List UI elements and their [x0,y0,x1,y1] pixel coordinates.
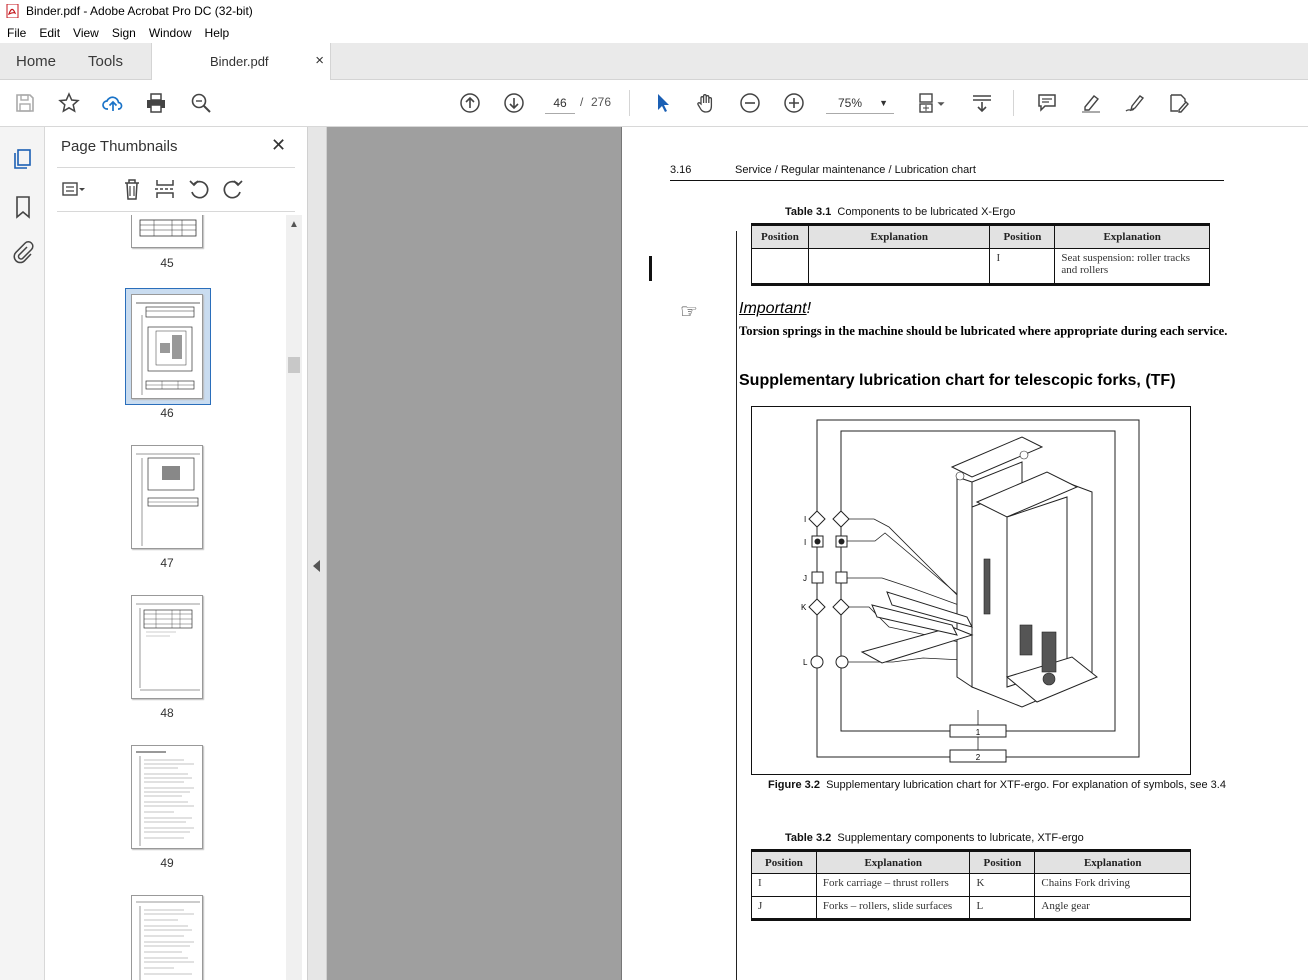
table2 [751,849,1191,921]
fit-dropdown-chevron-icon[interactable] [934,90,948,116]
zoom-in-icon[interactable] [781,90,807,116]
change-bar [649,256,652,281]
marker-label: I [804,538,807,547]
callout-2: 2 [975,753,981,762]
zoom-search-icon[interactable] [188,90,214,116]
hand-tool-icon[interactable] [693,90,719,116]
figure-caption-text: Supplementary lubrication chart for XTF-ergo. For explanation of symbols, see 3.4 [826,779,1226,791]
scrollbar-thumb[interactable] [288,357,300,373]
table-cell: K [970,874,1035,897]
menu-file[interactable]: File [7,25,27,40]
header-rule [670,180,1224,181]
toolbar-divider [629,90,630,116]
page-total: 276 [591,95,612,109]
table-row [752,897,1191,920]
table-header-cell: Position [990,225,1055,249]
important-title [739,300,811,318]
tab-document-label: Binder.pdf [210,54,269,69]
table2-caption-text: Supplementary components to lubricate, XTF-ergo [837,832,1084,844]
thumbnail-scrollbar[interactable] [286,215,302,980]
pointing-hand-icon: ☞ [680,301,698,323]
panel-collapse-strip[interactable] [308,127,327,980]
page-number-input[interactable]: 46 [545,92,575,114]
table-header-cell: Position [752,851,817,874]
important-word: Important [739,300,807,317]
table-cell: Chains Fork driving [1035,874,1191,897]
table-header-cell: Explanation [808,225,989,249]
page-thumbnails-icon[interactable] [11,147,35,171]
section-number: 3.16 [670,164,692,176]
marker-label: J [803,574,807,583]
rotate-clockwise-icon[interactable] [221,177,245,201]
table-header-row [752,851,1191,874]
highlight-pen-icon[interactable] [1078,90,1104,116]
previous-page-icon[interactable] [457,90,483,116]
rotate-counterclockwise-icon[interactable] [187,177,211,201]
table-row [752,249,1210,285]
thumbnail-number: 48 [160,706,174,720]
figure-caption [768,779,1226,791]
zoom-level-value: 75% [838,96,863,110]
table-header-cell: Position [752,225,809,249]
thumbnail-page[interactable] [131,595,203,699]
zoom-level-select[interactable] [826,92,894,114]
figure-caption-label: Figure 3.2 [768,779,820,791]
table2-caption-label: Table 3.2 [785,832,832,844]
document-canvas-background [327,127,621,980]
panel-title: Page Thumbnails [61,138,178,155]
section-heading: Supplementary lubrication chart for telescopic forks, (TF) [739,372,1176,389]
table-cell: J [752,897,817,920]
thumbnail-page[interactable] [131,215,203,248]
fill-sign-icon[interactable] [1166,90,1192,116]
table-cell: L [970,897,1035,920]
left-rail [0,127,45,980]
collapse-arrow-icon[interactable] [313,560,320,572]
table-cell: Angle gear [1035,897,1191,920]
thumbnail-page[interactable] [131,895,203,980]
panel-divider [57,211,295,212]
margin-rule [736,231,737,980]
close-tab-icon[interactable]: × [315,52,324,69]
table-cell: Forks – rollers, slide surfaces [816,897,970,920]
tab-tools[interactable]: Tools [88,53,124,70]
next-page-icon[interactable] [501,90,527,116]
title-bar [0,0,1308,22]
attachments-icon[interactable] [11,240,35,264]
thumbnail-number: 49 [160,856,174,870]
draw-sign-icon[interactable] [1122,90,1148,116]
menu-bar [0,22,1308,43]
delete-page-icon[interactable] [120,177,144,201]
chevron-down-icon: ▼ [879,98,888,108]
pdf-page [621,127,1308,980]
table-header-row [752,225,1210,249]
table-header-cell: Explanation [1035,851,1191,874]
scroll-up-icon[interactable]: ▲ [289,219,299,230]
select-cursor-icon[interactable] [649,90,675,116]
table-cell: Fork carriage – thrust rollers [816,874,970,897]
toolbar-divider [1013,90,1014,116]
table2-caption [785,832,1084,844]
comment-icon[interactable] [1034,90,1060,116]
window-title: Binder.pdf - Adobe Acrobat Pro DC (32-bit) [26,4,253,18]
close-icon[interactable]: ✕ [271,135,287,155]
thumbnail-number: 45 [160,256,174,270]
panel-divider [57,167,295,168]
tab-document[interactable] [151,43,331,80]
bookmark-star-icon[interactable] [56,90,82,116]
table-cell [752,249,809,285]
thumbnail-page[interactable] [131,445,203,549]
cloud-upload-icon[interactable] [100,90,126,116]
tab-bar [0,43,1308,80]
thumbnail-page[interactable] [131,745,203,849]
thumbnail-list [57,215,285,980]
table1-caption-text: Components to be lubricated X-Ergo [837,206,1016,218]
table-row [752,874,1191,897]
menu-window[interactable]: Window [148,25,192,40]
marker-label: K [801,603,807,612]
tab-home[interactable]: Home [16,53,57,70]
toolbar [0,80,1308,127]
table-header-cell: Position [970,851,1035,874]
table1 [751,223,1210,286]
running-header: Service / Regular maintenance / Lubrication chart [735,164,976,176]
thumbnail-number: 46 [160,406,174,420]
menu-edit[interactable]: Edit [39,25,61,40]
table-cell: Seat suspension: roller tracks and rollers [1055,249,1210,285]
thumbnail-page-selected[interactable] [131,294,203,399]
thumbnail-number: 47 [160,556,174,570]
acrobat-icon [6,4,20,18]
important-body: Torsion springs in the machine should be lubricated where appropriate during each service. [739,324,1228,338]
table1-caption [785,206,1015,218]
menu-view[interactable]: View [73,25,99,40]
page-separator: / [580,95,584,109]
marker-label: I [804,515,807,524]
menu-help[interactable]: Help [204,25,230,40]
callout-1: 1 [975,728,981,737]
menu-sign[interactable]: Sign [111,25,136,40]
table-header-cell: Explanation [816,851,970,874]
table-cell: I [752,874,817,897]
forklift-diagram [752,407,1190,774]
important-bang: ! [806,300,812,317]
insert-page-icon[interactable] [153,177,177,201]
lubrication-figure [751,406,1191,775]
marker-label: L [803,658,808,667]
save-icon[interactable] [12,90,38,116]
bookmarks-icon[interactable] [11,195,35,219]
table-cell [808,249,989,285]
scroll-mode-icon[interactable] [969,90,995,116]
print-icon[interactable] [143,90,169,116]
page-thumbnails-panel [45,127,308,980]
table-header-cell: Explanation [1055,225,1210,249]
table-cell: I [990,249,1055,285]
thumbnail-options-icon[interactable] [61,177,85,201]
table1-caption-label: Table 3.1 [785,206,832,218]
zoom-out-icon[interactable] [737,90,763,116]
